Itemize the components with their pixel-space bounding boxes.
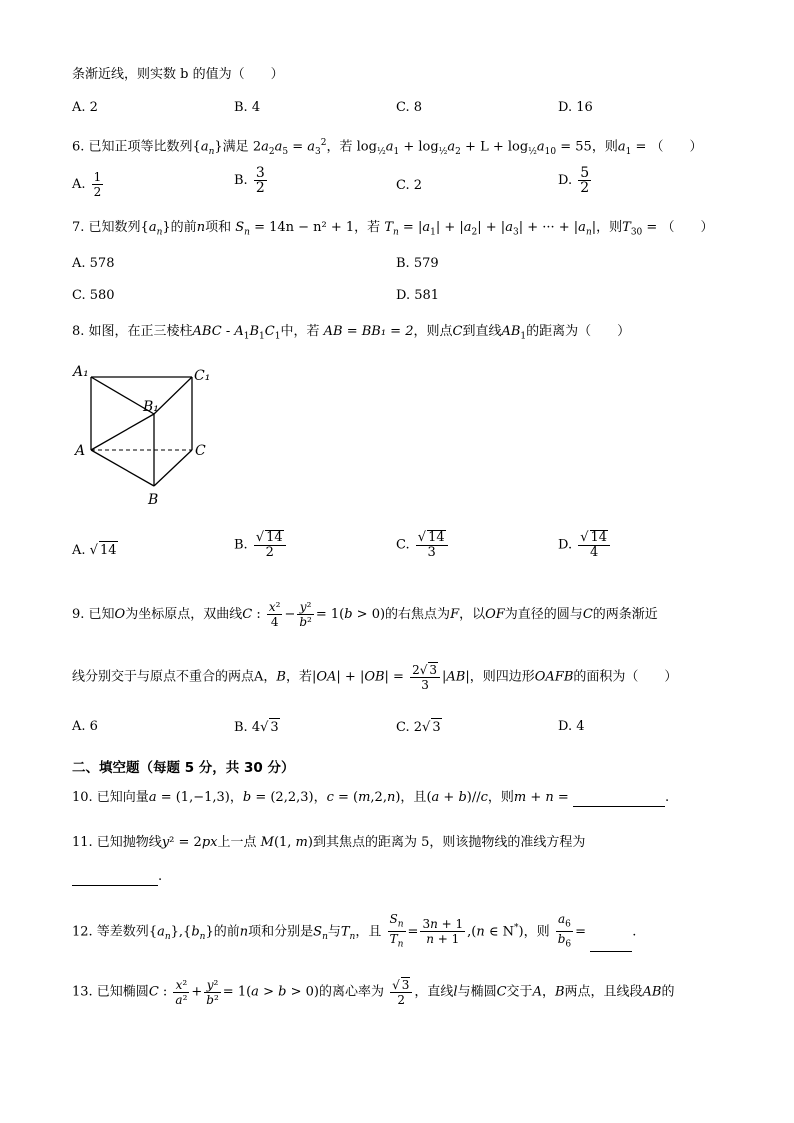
q11-stem: 11. 已知抛物线y² = 2px上一点 M(1, m)到其焦点的距离为 5，则该抛物线的准线方程为: [72, 835, 586, 850]
q7-option-d[interactable]: D. 581: [396, 288, 440, 303]
label-a1: A₁: [73, 364, 89, 380]
q7-stem: 7. 已知数列$\{a_n\}$的前n项和 $S_n = 14n - n^2 + 1$，若 $T_n = |a_1| + |a_2| + |a_3|$ + ··· + $|a_n|$，则$T_{30}$ = （ ）: [72, 220, 714, 238]
q9-option-d[interactable]: D. 4: [558, 719, 585, 734]
q9-stem-line1: 9. 已知O为坐标原点，双曲线C : $\frac{\text{x²}}{4}$ − $\frac{\text{y²}}{\text{b²}}$ = 1(b > 0)的右焦点为F，以OF为直径的圆与C的两条渐近: [72, 600, 658, 629]
section-fill-in-title: 二、填空题（每题 5 分，共 30 分）: [72, 760, 295, 776]
label-c: C: [195, 443, 206, 459]
edge-c1-b1: [154, 377, 192, 414]
q6-option-d[interactable]: D. $\frac{5}{2}$: [558, 165, 590, 196]
label-a: A: [75, 443, 86, 459]
prism-figure: [70, 360, 220, 510]
edge-a-b1: [91, 414, 154, 450]
q10-stem: 10. 已知向量a = (1,−1,3)，b = (2,2,3)，c = (m,2,n)，且(a + b)//c，则m + n = .: [72, 790, 670, 805]
q5-option-a[interactable]: A. 2: [72, 100, 98, 115]
q7-option-a[interactable]: A. 578: [72, 256, 115, 271]
q9-option-b[interactable]: B. 4√ 3: [234, 720, 279, 735]
edge-a-b: [91, 450, 154, 486]
q6-stem: 6. 已知正项等比数列$\{a_n\}$满足 $2a_2a_5 = a_3^2$，若 $\log_{\frac{1}{2}}a_1 + \log_{\frac{1}{2}}a_2 + L + \log_{\frac{1}{2}}a_{10} = 55$，则$a_1$ = （ ）: [72, 138, 703, 157]
q11-answer-blank[interactable]: [72, 871, 158, 886]
q8-option-b[interactable]: B. $\frac{√ 14}{2}$: [234, 530, 288, 560]
q6-option-a[interactable]: A. $\frac{1}{2}$: [72, 170, 102, 199]
q5-option-b[interactable]: B. 4: [234, 100, 261, 115]
q13-stem: 13. 已知椭圆C : $\frac{\text{x²}}{\text{a²}}$ + $\frac{\text{y²}}{\text{b²}}$ = 1(a > b > 0)的离心率为 $\frac{√ 3}{2}$ ，直线l与椭圆C交于A，B两点，且线段AB的: [72, 977, 675, 1007]
q6-option-c[interactable]: C. 2: [396, 178, 423, 193]
q5-option-c[interactable]: C. 8: [396, 100, 423, 115]
q12-answer-blank[interactable]: [590, 937, 632, 952]
q8-stem: 8. 如图，在正三棱柱ABC - $A_1B_1C_1$中，若 AB = BB₁ = 2，则点C到直线$AB_1$的距离为（ ）: [72, 324, 631, 342]
q10-answer-blank[interactable]: [573, 792, 665, 807]
label-c1: C₁: [194, 368, 211, 384]
q11-blank-line: .: [72, 868, 162, 886]
q8-option-d[interactable]: D. $\frac{√ 14}{4}$: [558, 530, 612, 560]
q9-option-c[interactable]: C. 2√ 3: [396, 720, 441, 735]
q9-stem-line2: 线分别交于与原点不重合的两点A，B，若|OA| + |OB| = $\frac{2√ 3}{3}$ |AB|，则四边形OAFB的面积为（ ）: [72, 663, 678, 692]
q8-option-c[interactable]: C. $\frac{√ 14}{3}$: [396, 530, 450, 560]
q6-option-b[interactable]: B. $\frac{3}{2}$: [234, 165, 265, 196]
q7-option-b[interactable]: B. 579: [396, 256, 439, 271]
edge-c-b: [154, 450, 192, 486]
q5-continuation: 条渐近线，则实数 b 的值为（ ）: [72, 67, 284, 82]
q9-option-a[interactable]: A. 6: [72, 719, 98, 734]
q7-option-c[interactable]: C. 580: [72, 288, 115, 303]
q8-option-a[interactable]: A. √ 14: [72, 543, 117, 558]
q5-option-d[interactable]: D. 16: [558, 100, 593, 115]
q12-stem: 12. 等差数列$\{a_n\},\{b_n\}$的前n项和分别是$S_n$与$T_n$，且 $\frac{S_n}{T_n}$ = $\frac{3n + 1}{n + 1}$ ,(n ∈ N*)，则 $\frac{a_6}{b_6}$ = .: [72, 912, 637, 950]
label-b: B: [148, 492, 159, 508]
label-b1: B₁: [143, 399, 159, 415]
